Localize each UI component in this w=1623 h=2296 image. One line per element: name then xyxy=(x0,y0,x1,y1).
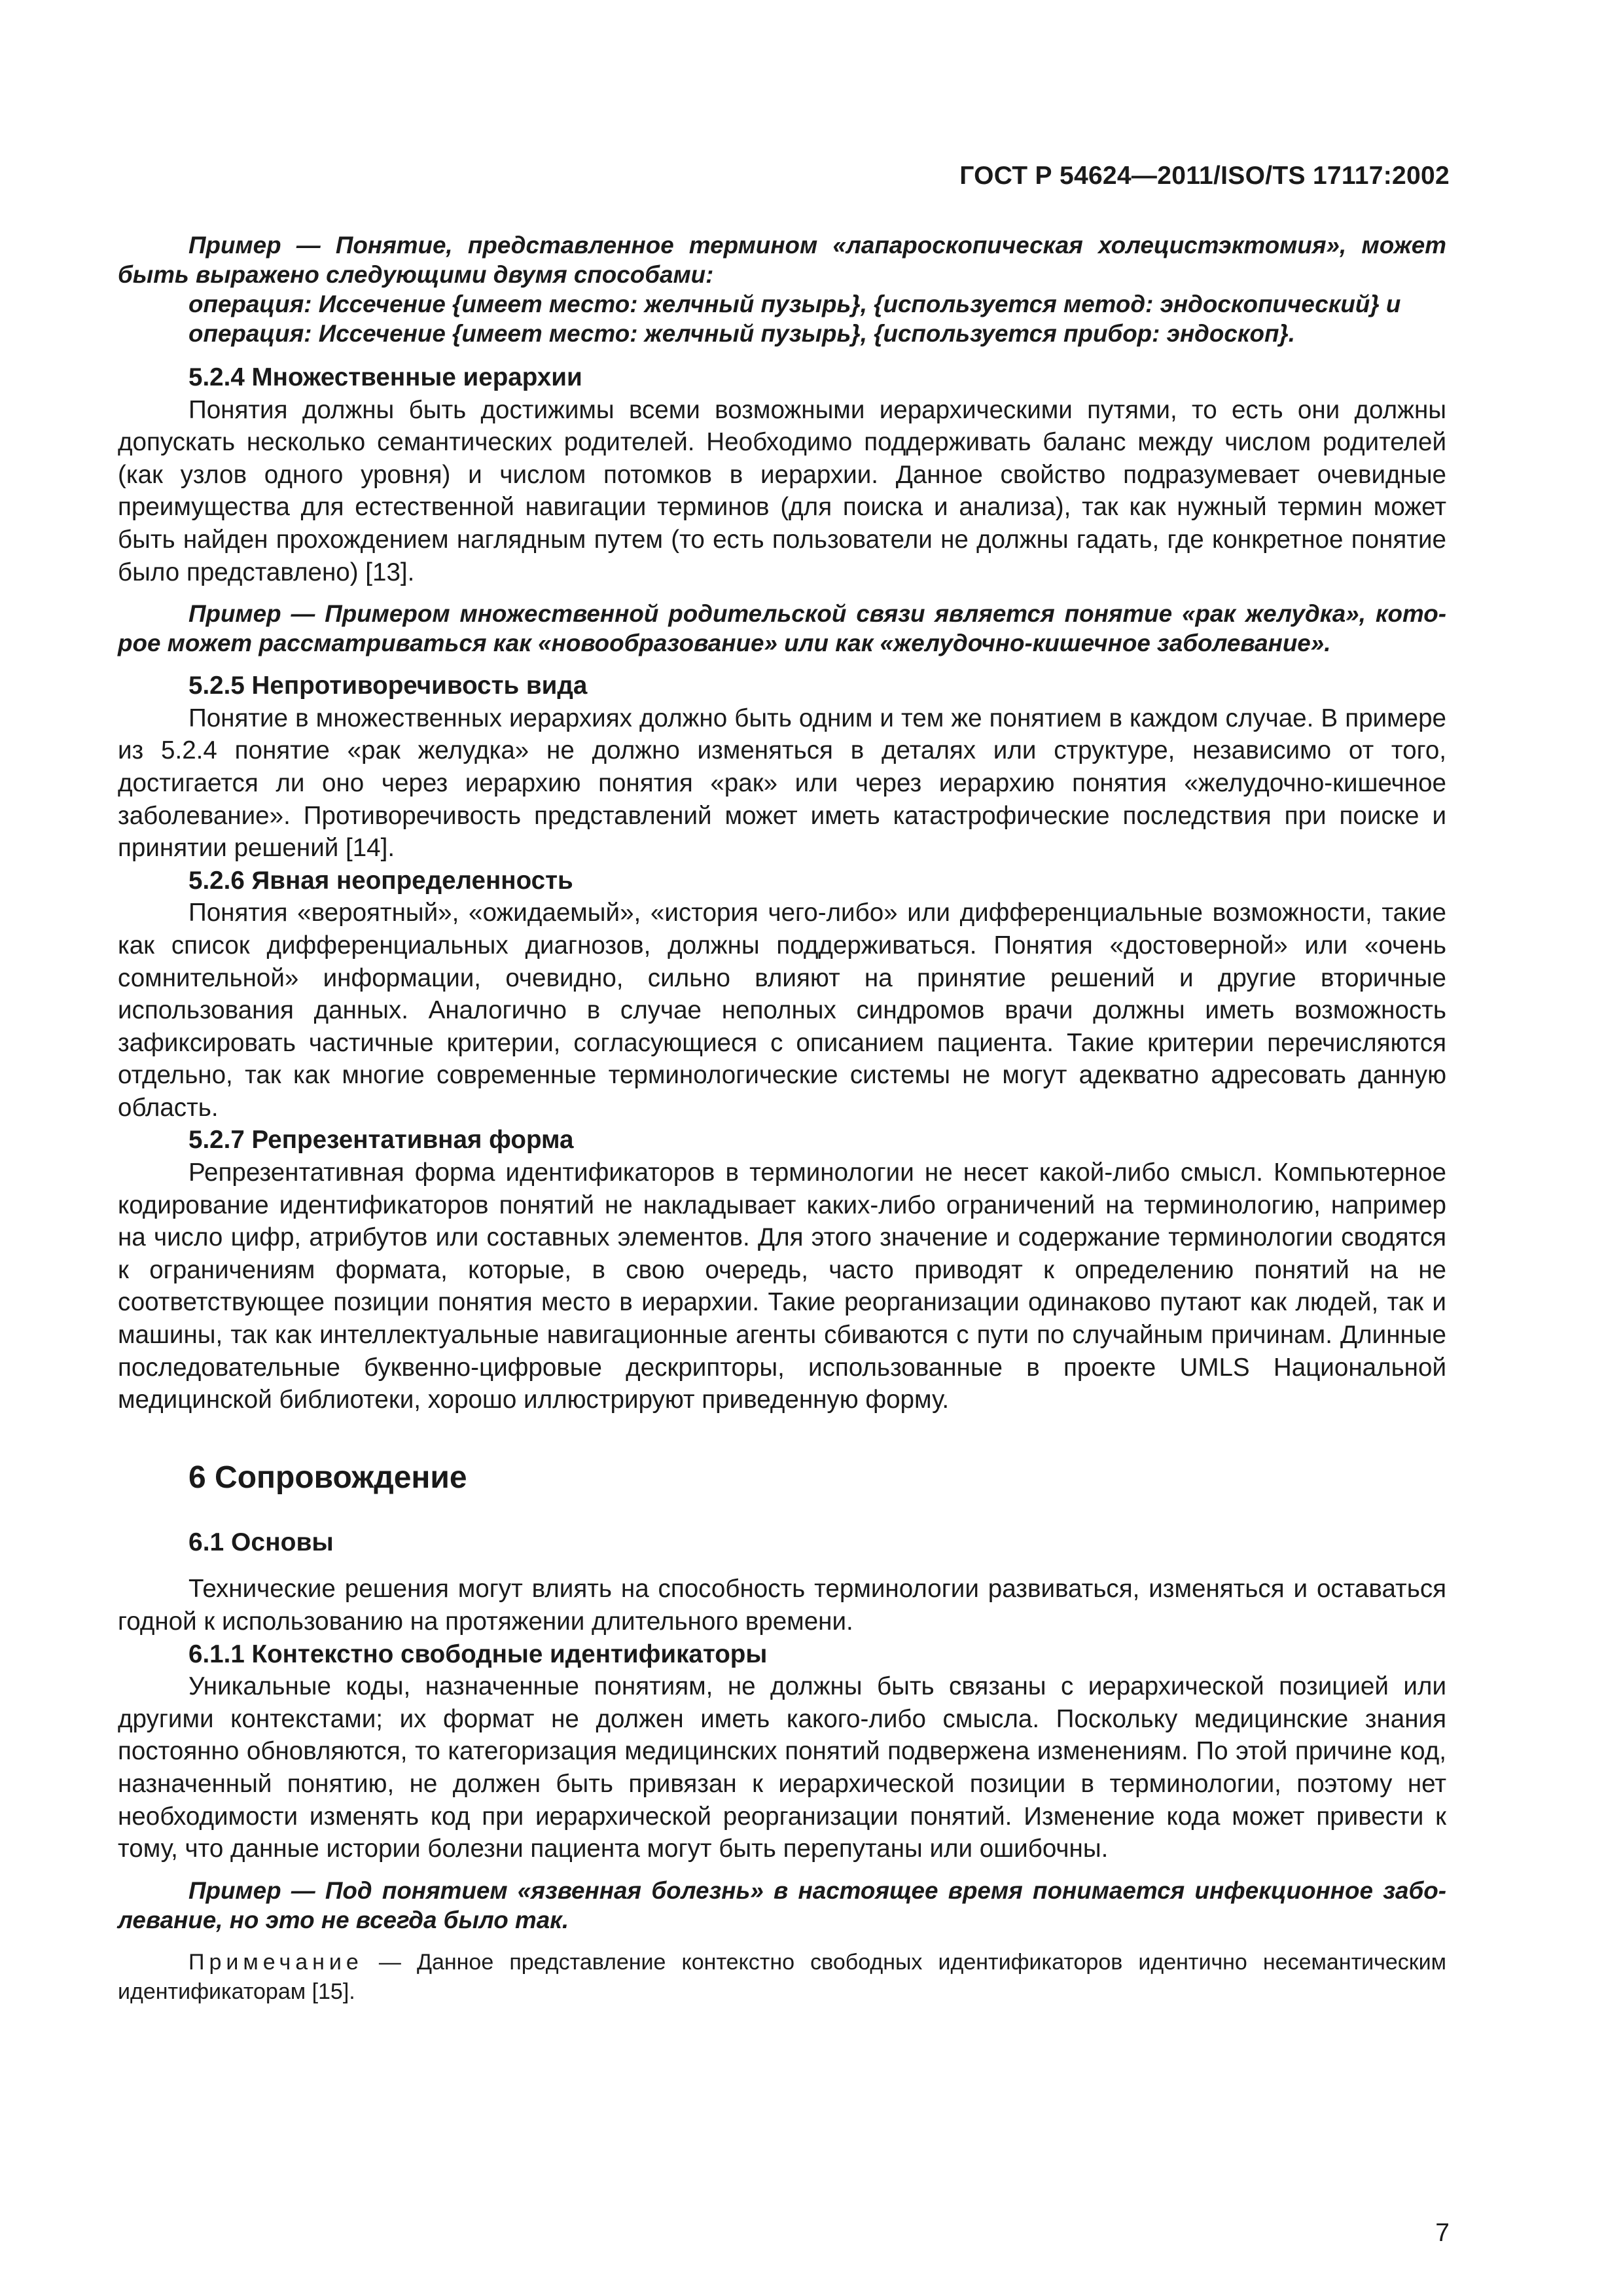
example-line: операция: Иссечение {имеет место: желчный пузырь}, {используется прибор: эндоскоп}. xyxy=(188,320,1296,347)
section-heading-6: 6 Сопровождение xyxy=(188,1460,467,1495)
section-heading-6-1: 6.1 Основы xyxy=(188,1528,334,1556)
note-label: Примечание xyxy=(188,1949,363,1975)
example-intro: Пример — Понятие, представленное термином «лапароскопическая холецистэктомия», может быть выражено следующими двумя способами: xyxy=(118,232,1446,288)
paragraph: Репрезентативная форма идентификаторов в терминологии не несет какой-либо смысл. Компьютерное кодирование идентификаторов понятий не накладывает каких-либо ограничений на терминологию, например на число цифр, атрибутов или составных элементов. Для этого значение и содержание терминологии сводятся к ограничениям формата, которые, в свою очередь, часто приводят к определению понятий на не соответствующее позиции понятия место в иерархии. Такие реорганизации одинаково путают как людей, так и машины, так как интеллектуальные навигационные агенты сбиваются с пути по случайным причинам. Длинные последовательные буквенно-цифровые дескрипторы, использованные в проекте UMLS Национальной медицинской библиотеки, хорошо иллюстрируют приведенную форму. xyxy=(118,1158,1446,1414)
note-text: — Данное представление контекстно свободных идентификаторов идентично несемантическим идентификаторам [15]. xyxy=(118,1949,1446,2004)
paragraph: Понятие в множественных иерархиях должно быть одним и тем же понятием в каждом случае. В примере из 5.2.4 понятие «рак желудка» не должно изменяться в деталях или структуре, независимо от того, достигается ли оно через иерархию понятия «рак» или через иерархию понятия «желудочно-кишечное заболевание». Противоречивость представлений может иметь катастрофические последствия при поиске и принятии решений [14]. xyxy=(118,704,1446,863)
page-content xyxy=(118,230,1446,2007)
example-text: Пример — Под понятием «язвенная болезнь» в настоящее время понимается инфекционное заболевание, но это не всегда было так. xyxy=(118,1876,1446,1933)
page-number: 7 xyxy=(1435,2219,1450,2247)
example-text: Пример — Примером множественной родительской связи является понятие «рак желудка», которое может рассматриваться как «новообразование» или как «желудочно-кишечное заболевание». xyxy=(118,600,1446,657)
section-heading-5-2-7: 5.2.7 Репрезентативная форма xyxy=(188,1126,574,1155)
example-line: операция: Иссечение {имеет место: желчный пузырь}, {используется метод: эндоскопический} и xyxy=(188,291,1401,317)
paragraph: Уникальные коды, назначенные понятиям, не должны быть связаны с иерархической позицией или другими контекстами; их формат не должен иметь какого-либо смысла. Поскольку медицинские знания постоянно обновляются, то категоризация медицинских понятий подвержена изменениям. По этой причине код, назначенный понятию, не должен быть привязан к иерархической позиции в терминологии, поэтому нет необходимости изменять код при иерархической реорганизации понятий. Изменение кода может привести к тому, что данные истории болезни пациента могут быть перепутаны или ошибочны. xyxy=(118,1672,1446,1863)
note xyxy=(118,1948,1446,2007)
paragraph: Понятия должны быть достижимы всеми возможными иерархическими путями, то есть они должны допускать несколько семантических родителей. Необходимо поддерживать баланс между числом родителей (как узлов одного уровня) и числом потомков в иерархии. Данное свойство подразумевает очевидные преимущества для естественной навигации терминов (для поиска и анализа), так как нужный термин может быть найден прохождением наглядным путем (то есть пользователи не должны гадать, где конкретное понятие было представлено) [13]. xyxy=(118,395,1446,586)
paragraph: Технические решения могут влиять на способность терминологии развиваться, изменяться и оставаться годной к использованию на протяжении длительного времени. xyxy=(118,1575,1446,1636)
document-id-header: ГОСТ Р 54624—2011/ISO/TS 17117:2002 xyxy=(959,162,1450,190)
section-heading-5-2-4: 5.2.4 Множественные иерархии xyxy=(188,363,582,391)
section-heading-5-2-5: 5.2.5 Непротиворечивость вида xyxy=(188,672,588,700)
section-heading-5-2-6: 5.2.6 Явная неопределенность xyxy=(188,866,573,895)
paragraph: Понятия «вероятный», «ожидаемый», «история чего-либо» или дифференциальные возможности, такие как список дифференциальных диагнозов, должны поддерживаться. Понятия «достоверной» или «очень сомнительной» информации, очевидно, сильно влияют на принятие решений и другие вторичные использования данных. Аналогично в случае неполных синдромов врачи должны иметь возможность зафиксировать частичные критерии, согласующиеся с описанием пациента. Такие критерии перечисляются отдельно, так как многие современные терминологические системы не могут адекватно адресовать данную область. xyxy=(118,899,1446,1122)
section-heading-6-1-1: 6.1.1 Контекстно свободные идентификаторы xyxy=(188,1640,768,1668)
